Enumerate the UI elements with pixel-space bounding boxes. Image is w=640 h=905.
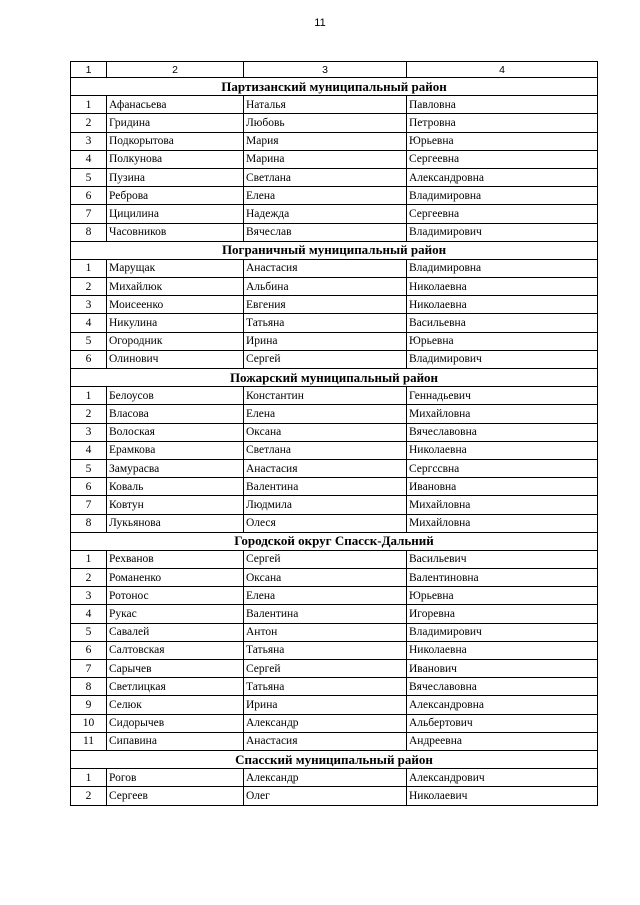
first-name-cell: Сергей — [244, 350, 407, 368]
patronymic-cell: Васильевич — [407, 550, 598, 568]
patronymic-cell: Михайловна — [407, 514, 598, 532]
surname-cell: Рогов — [107, 769, 244, 787]
first-name-cell: Анастасия — [244, 732, 407, 750]
patronymic-cell: Николаевна — [407, 278, 598, 296]
surname-cell: Пузина — [107, 168, 244, 186]
table-row — [71, 332, 598, 350]
surname-cell: Ковтун — [107, 496, 244, 514]
surname-cell: Гридина — [107, 114, 244, 132]
table-row — [71, 696, 598, 714]
table-row — [71, 787, 598, 805]
surname-cell: Подкорытова — [107, 132, 244, 150]
row-number-cell: 3 — [71, 423, 107, 441]
section-header-row — [71, 78, 598, 96]
table-row — [71, 478, 598, 496]
table-row — [71, 641, 598, 659]
first-name-cell: Антон — [244, 623, 407, 641]
surname-cell: Романенко — [107, 569, 244, 587]
patronymic-cell: Михайловна — [407, 405, 598, 423]
row-number-cell: 5 — [71, 332, 107, 350]
first-name-cell: Вячеслав — [244, 223, 407, 241]
section-title: Городской округ Спасск-Дальний — [71, 532, 598, 550]
column-number-cell: 3 — [244, 62, 407, 78]
row-number-cell: 2 — [71, 114, 107, 132]
table-row — [71, 732, 598, 750]
surname-cell: Никулина — [107, 314, 244, 332]
row-number-cell: 1 — [71, 550, 107, 568]
table-row — [71, 96, 598, 114]
first-name-cell: Елена — [244, 405, 407, 423]
patronymic-cell: Вячеславовна — [407, 423, 598, 441]
first-name-cell: Анастасия — [244, 259, 407, 277]
patronymic-cell: Иванович — [407, 660, 598, 678]
first-name-cell: Татьяна — [244, 314, 407, 332]
column-number-cell: 2 — [107, 62, 244, 78]
patronymic-cell: Вячеславовна — [407, 678, 598, 696]
table-row — [71, 168, 598, 186]
patronymic-cell: Петровна — [407, 114, 598, 132]
table-row — [71, 150, 598, 168]
table-row — [71, 514, 598, 532]
surname-cell: Реброва — [107, 187, 244, 205]
table-row — [71, 314, 598, 332]
section-header-row — [71, 369, 598, 387]
column-number-cell: 1 — [71, 62, 107, 78]
row-number-cell: 7 — [71, 496, 107, 514]
first-name-cell: Мария — [244, 132, 407, 150]
surname-cell: Моисеенко — [107, 296, 244, 314]
row-number-cell: 8 — [71, 223, 107, 241]
surname-cell: Сидорычев — [107, 714, 244, 732]
first-name-cell: Валентина — [244, 605, 407, 623]
surname-cell: Ротонос — [107, 587, 244, 605]
patronymic-cell: Владимирович — [407, 223, 598, 241]
surname-cell: Сергеев — [107, 787, 244, 805]
first-name-cell: Оксана — [244, 569, 407, 587]
first-name-cell: Сергей — [244, 660, 407, 678]
surname-cell: Селюк — [107, 696, 244, 714]
patronymic-cell: Васильевна — [407, 314, 598, 332]
row-number-cell: 1 — [71, 259, 107, 277]
roster-table — [70, 61, 598, 806]
row-number-cell: 1 — [71, 387, 107, 405]
row-number-cell: 2 — [71, 787, 107, 805]
table-row — [71, 405, 598, 423]
table-row — [71, 496, 598, 514]
row-number-cell: 4 — [71, 605, 107, 623]
row-number-cell: 5 — [71, 623, 107, 641]
first-name-cell: Любовь — [244, 114, 407, 132]
first-name-cell: Надежда — [244, 205, 407, 223]
patronymic-cell: Николаевна — [407, 296, 598, 314]
surname-cell: Светлицкая — [107, 678, 244, 696]
first-name-cell: Елена — [244, 187, 407, 205]
column-number-row — [71, 62, 598, 78]
table-row — [71, 459, 598, 477]
first-name-cell: Олеся — [244, 514, 407, 532]
patronymic-cell: Геннадьевич — [407, 387, 598, 405]
first-name-cell: Светлана — [244, 441, 407, 459]
table-row — [71, 587, 598, 605]
patronymic-cell: Николаевна — [407, 641, 598, 659]
surname-cell: Сипавина — [107, 732, 244, 750]
row-number-cell: 2 — [71, 405, 107, 423]
patronymic-cell: Николаевна — [407, 441, 598, 459]
row-number-cell: 4 — [71, 441, 107, 459]
patronymic-cell: Андреевна — [407, 732, 598, 750]
table-row — [71, 660, 598, 678]
surname-cell: Ерамкова — [107, 441, 244, 459]
table-row — [71, 114, 598, 132]
first-name-cell: Олег — [244, 787, 407, 805]
table-row — [71, 441, 598, 459]
section-title: Пожарский муниципальный район — [71, 369, 598, 387]
patronymic-cell: Владимировна — [407, 259, 598, 277]
table-row — [71, 259, 598, 277]
surname-cell: Огородник — [107, 332, 244, 350]
surname-cell: Замурасва — [107, 459, 244, 477]
table-row — [71, 387, 598, 405]
first-name-cell: Валентина — [244, 478, 407, 496]
row-number-cell: 7 — [71, 660, 107, 678]
row-number-cell: 8 — [71, 678, 107, 696]
section-title: Партизанский муниципальный район — [71, 78, 598, 96]
section-title: Спасский муниципальный район — [71, 750, 598, 768]
surname-cell: Часовников — [107, 223, 244, 241]
patronymic-cell: Сергеевна — [407, 150, 598, 168]
surname-cell: Белоусов — [107, 387, 244, 405]
section-header-row — [71, 532, 598, 550]
row-number-cell: 2 — [71, 278, 107, 296]
table-row — [71, 605, 598, 623]
table-row — [71, 223, 598, 241]
patronymic-cell: Юрьевна — [407, 132, 598, 150]
table-row — [71, 350, 598, 368]
patronymic-cell: Павловна — [407, 96, 598, 114]
patronymic-cell: Николаевич — [407, 787, 598, 805]
table-row — [71, 769, 598, 787]
row-number-cell: 6 — [71, 350, 107, 368]
first-name-cell: Альбина — [244, 278, 407, 296]
table-row — [71, 278, 598, 296]
first-name-cell: Наталья — [244, 96, 407, 114]
section-title: Пограничный муниципальный район — [71, 241, 598, 259]
surname-cell: Сарычев — [107, 660, 244, 678]
patronymic-cell: Юрьевна — [407, 332, 598, 350]
row-number-cell: 3 — [71, 132, 107, 150]
surname-cell: Михайлюк — [107, 278, 244, 296]
first-name-cell: Татьяна — [244, 641, 407, 659]
first-name-cell: Александр — [244, 769, 407, 787]
row-number-cell: 3 — [71, 296, 107, 314]
surname-cell: Савалей — [107, 623, 244, 641]
patronymic-cell: Владимировна — [407, 187, 598, 205]
patronymic-cell: Альбертович — [407, 714, 598, 732]
patronymic-cell: Сергссвна — [407, 459, 598, 477]
first-name-cell: Людмила — [244, 496, 407, 514]
table-row — [71, 132, 598, 150]
row-number-cell: 2 — [71, 569, 107, 587]
first-name-cell: Константин — [244, 387, 407, 405]
surname-cell: Рехванов — [107, 550, 244, 568]
row-number-cell: 1 — [71, 769, 107, 787]
table-row — [71, 678, 598, 696]
row-number-cell: 6 — [71, 641, 107, 659]
section-header-row — [71, 750, 598, 768]
patronymic-cell: Владимирович — [407, 350, 598, 368]
patronymic-cell: Юрьевна — [407, 587, 598, 605]
surname-cell: Полкунова — [107, 150, 244, 168]
first-name-cell: Евгения — [244, 296, 407, 314]
surname-cell: Марущак — [107, 259, 244, 277]
patronymic-cell: Александровна — [407, 696, 598, 714]
surname-cell: Цицилина — [107, 205, 244, 223]
row-number-cell: 9 — [71, 696, 107, 714]
row-number-cell: 1 — [71, 96, 107, 114]
row-number-cell: 5 — [71, 459, 107, 477]
section-header-row — [71, 241, 598, 259]
column-number-cell: 4 — [407, 62, 598, 78]
table-row — [71, 623, 598, 641]
table-row — [71, 296, 598, 314]
first-name-cell: Сергей — [244, 550, 407, 568]
patronymic-cell: Александрович — [407, 769, 598, 787]
surname-cell: Власова — [107, 405, 244, 423]
patronymic-cell: Валентиновна — [407, 569, 598, 587]
row-number-cell: 7 — [71, 205, 107, 223]
table-row — [71, 423, 598, 441]
first-name-cell: Оксана — [244, 423, 407, 441]
first-name-cell: Татьяна — [244, 678, 407, 696]
patronymic-cell: Игоревна — [407, 605, 598, 623]
roster-body — [71, 62, 598, 806]
row-number-cell: 5 — [71, 168, 107, 186]
row-number-cell: 6 — [71, 478, 107, 496]
surname-cell: Салтовская — [107, 641, 244, 659]
patronymic-cell: Владимирович — [407, 623, 598, 641]
table-row — [71, 205, 598, 223]
surname-cell: Коваль — [107, 478, 244, 496]
row-number-cell: 6 — [71, 187, 107, 205]
surname-cell: Лукьянова — [107, 514, 244, 532]
page-number: 11 — [314, 17, 326, 29]
row-number-cell: 11 — [71, 732, 107, 750]
patronymic-cell: Михайловна — [407, 496, 598, 514]
table-row — [71, 187, 598, 205]
surname-cell: Олинович — [107, 350, 244, 368]
table-row — [71, 714, 598, 732]
first-name-cell: Марина — [244, 150, 407, 168]
row-number-cell: 8 — [71, 514, 107, 532]
first-name-cell: Светлана — [244, 168, 407, 186]
table-row — [71, 569, 598, 587]
patronymic-cell: Александровна — [407, 168, 598, 186]
first-name-cell: Александр — [244, 714, 407, 732]
patronymic-cell: Ивановна — [407, 478, 598, 496]
row-number-cell: 4 — [71, 314, 107, 332]
first-name-cell: Елена — [244, 587, 407, 605]
row-number-cell: 3 — [71, 587, 107, 605]
patronymic-cell: Сергеевна — [407, 205, 598, 223]
row-number-cell: 4 — [71, 150, 107, 168]
surname-cell: Волоская — [107, 423, 244, 441]
surname-cell: Афанасьева — [107, 96, 244, 114]
first-name-cell: Анастасия — [244, 459, 407, 477]
table-row — [71, 550, 598, 568]
first-name-cell: Ирина — [244, 332, 407, 350]
row-number-cell: 10 — [71, 714, 107, 732]
surname-cell: Рукас — [107, 605, 244, 623]
first-name-cell: Ирина — [244, 696, 407, 714]
